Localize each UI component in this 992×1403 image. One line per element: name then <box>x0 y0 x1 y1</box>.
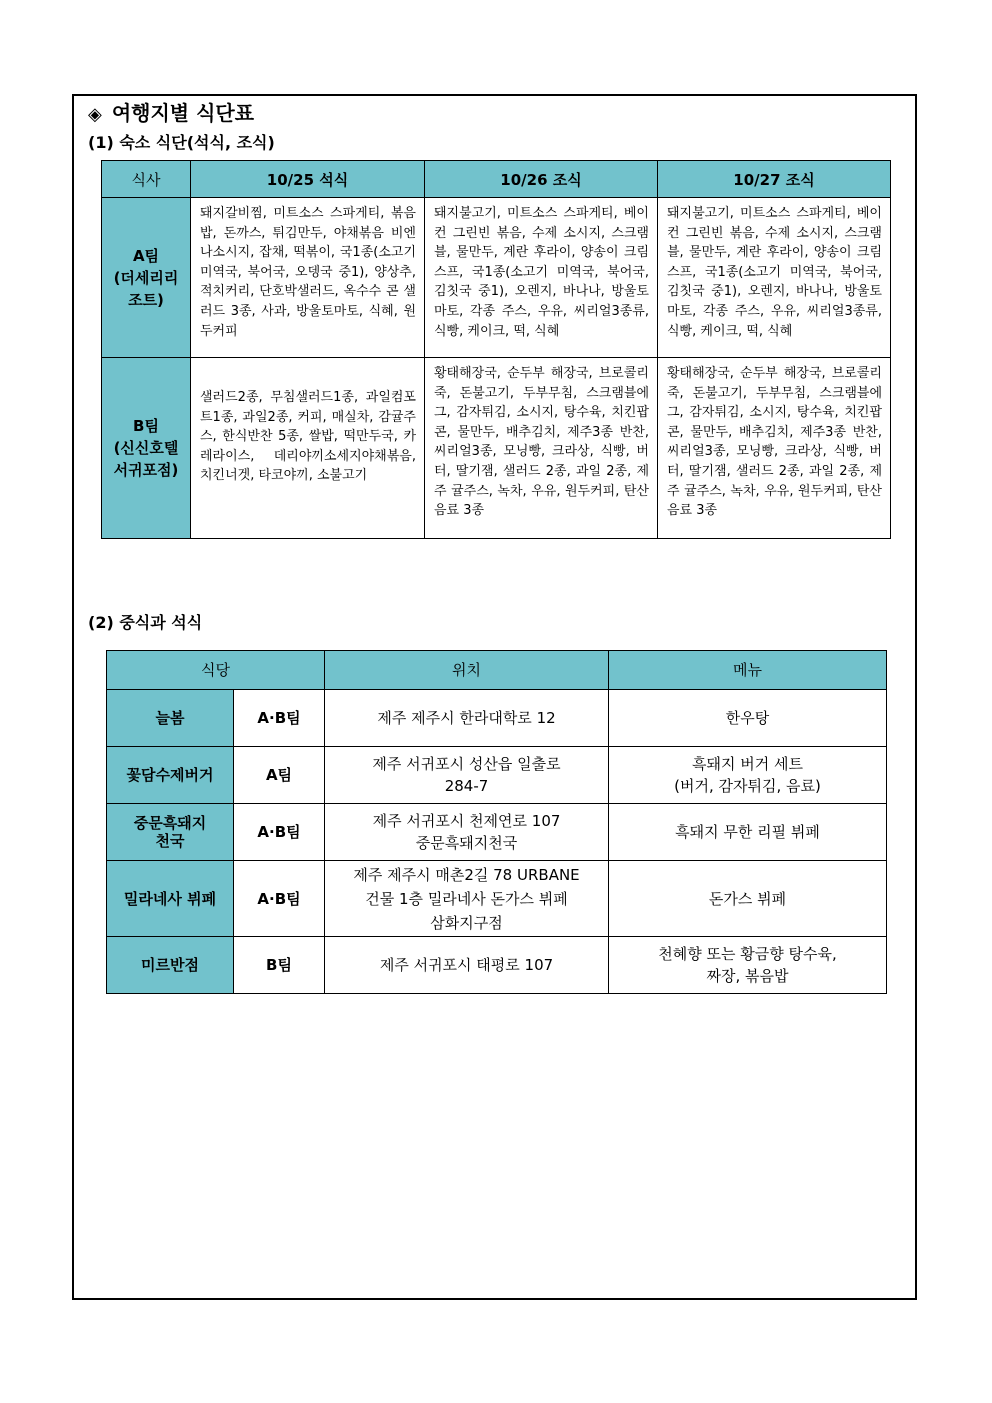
restaurant-location <box>325 690 609 747</box>
restaurant-menu <box>609 861 887 937</box>
table-row <box>102 198 891 358</box>
restaurant-name-line: 중문흑돼지 <box>133 814 207 832</box>
table-row <box>102 358 891 539</box>
restaurant-location <box>325 937 609 994</box>
restaurant-name-line: 밀라네사 뷔페 <box>123 889 217 908</box>
restaurant-name <box>107 937 234 994</box>
header-meal: 식사 <box>102 161 191 198</box>
menu-line: 흑돼지 무한 리필 뷔페 <box>675 823 820 841</box>
restaurant-name-line: 늘봄 <box>155 709 185 727</box>
menu-line: 한우탕 <box>725 709 770 727</box>
team-cell-a <box>102 198 191 358</box>
restaurant-menu <box>609 747 887 804</box>
menu-line: (버거, 감자튀김, 음료) <box>674 777 821 795</box>
header-date-3: 10/27 조식 <box>658 161 891 198</box>
location-line: 제주 서귀포시 천제연로 107 <box>372 812 561 830</box>
header-menu: 메뉴 <box>609 651 887 690</box>
table-row <box>107 861 887 937</box>
header-date-1: 10/25 석식 <box>191 161 425 198</box>
menu-line: 짜장, 볶음밥 <box>706 967 789 985</box>
menu-cell: 돼지불고기, 미트소스 스파게티, 베이컨 그린빈 볶음, 수제 소시지, 스크램블, 물만두, 계란 후라이, 양송이 크림스프, 국1종(소고기 미역국, 북어국, 김칫국 중1), 오렌지, 바나나, 방울토마토, 각종 주스, 우유, 씨리얼3종류, 식빵, 케이크, 떡, 식혜 <box>425 198 658 358</box>
page-title <box>88 97 254 126</box>
location-line: 삼화지구점 <box>430 913 503 932</box>
header-location: 위치 <box>325 651 609 690</box>
section2-heading: (2) 중식과 석식 <box>88 613 203 632</box>
location-line: 중문흑돼지천국 <box>415 834 518 852</box>
restaurant-menu <box>609 690 887 747</box>
location-line: 제주 서귀포시 성산읍 일출로 <box>372 755 561 773</box>
restaurant-name <box>107 804 234 861</box>
table-header-row <box>107 651 887 690</box>
team-name: B팀 <box>133 417 159 435</box>
menu-line: 천혜향 또는 황금향 탕수육, <box>658 945 837 963</box>
diamond-bullet-icon: ◈ <box>88 104 102 125</box>
location-line: 제주 제주시 매촌2길 78 URBANE <box>353 865 580 884</box>
table-row <box>107 937 887 994</box>
restaurant-team: A·B팀 <box>234 690 325 747</box>
location-line: 284-7 <box>444 777 489 795</box>
menu-cell: 황태해장국, 순두부 해장국, 브로콜리죽, 돈불고기, 두부무침, 스크램블에그, 감자튀김, 소시지, 탕수육, 치킨팝콘, 물만두, 배추김치, 제주3종 반찬, 씨리얼3종, 모닝빵, 크라상, 식빵, 버터, 딸기잼, 샐러드 2종, 과일 2종, 제주 귤주스, 녹차, 우유, 원두커피, 탄산음료 3종 <box>658 358 891 539</box>
page-title-text: 여행지별 식단표 <box>111 101 255 125</box>
restaurant-menu <box>609 937 887 994</box>
team-hotel-line: (더세리리 <box>113 268 179 287</box>
restaurant-name-line: 천국 <box>155 832 185 850</box>
team-name: A팀 <box>132 246 160 265</box>
restaurant-team: A·B팀 <box>234 861 325 937</box>
restaurant-name-line: 꽃담수제버거 <box>126 766 214 784</box>
menu-line: 흑돼지 버거 세트 <box>692 755 803 773</box>
restaurant-location <box>325 804 609 861</box>
restaurant-name <box>107 861 234 937</box>
restaurant-location <box>325 861 609 937</box>
location-line: 건물 1층 밀라네사 돈가스 뷔페 <box>365 889 568 908</box>
menu-cell: 돼지불고기, 미트소스 스파게티, 베이컨 그린빈 볶음, 수제 소시지, 스크램블, 물만두, 계란 후라이, 양송이 크림스프, 국1종(소고기 미역국, 북어국, 김칫국 중1), 오렌지, 바나나, 방울토마토, 각종 주스, 우유, 씨리얼3종류, 식빵, 케이크, 떡, 식혜 <box>658 198 891 358</box>
table-row <box>107 690 887 747</box>
accommodation-meal-table <box>101 160 891 539</box>
restaurant-menu <box>609 804 887 861</box>
restaurant-team: A팀 <box>234 747 325 804</box>
restaurant-team: A·B팀 <box>234 804 325 861</box>
table-row <box>107 804 887 861</box>
lunch-dinner-table <box>106 650 887 994</box>
menu-cell: 샐러드2종, 무침샐러드1종, 과일컴포트1종, 과일2종, 커피, 매실차, 감귤주스, 한식반찬 5종, 쌀밥, 떡만두국, 카레라이스, 데리야끼소세지야채볶음, 치킨너겟, 타코야끼, 소불고기 <box>191 358 425 539</box>
menu-cell: 황태해장국, 순두부 해장국, 브로콜리죽, 돈불고기, 두부무침, 스크램블에그, 감자튀김, 소시지, 탕수육, 치킨팝콘, 물만두, 배추김치, 제주3종 반찬, 씨리얼3종, 모닝빵, 크라상, 식빵, 버터, 딸기잼, 샐러드 2종, 과일 2종, 제주 귤주스, 녹차, 우유, 원두커피, 탄산음료 3종 <box>425 358 658 539</box>
team-cell-b <box>102 358 191 539</box>
header-restaurant: 식당 <box>107 651 325 690</box>
header-date-2: 10/26 조식 <box>425 161 658 198</box>
team-hotel-line: 조트) <box>128 290 164 309</box>
menu-line: 돈가스 뷔페 <box>708 889 787 908</box>
team-hotel-line: 서귀포점) <box>113 461 179 479</box>
team-hotel-line: (신신호텔 <box>113 439 179 457</box>
restaurant-team: B팀 <box>234 937 325 994</box>
location-line: 제주 서귀포시 태평로 107 <box>379 956 554 974</box>
restaurant-name <box>107 690 234 747</box>
location-line: 제주 제주시 한라대학로 12 <box>377 709 556 727</box>
restaurant-location <box>325 747 609 804</box>
section1-heading: (1) 숙소 식단(석식, 조식) <box>88 133 275 152</box>
restaurant-name-line: 미르반점 <box>141 956 199 974</box>
restaurant-name <box>107 747 234 804</box>
table-header-row <box>102 161 891 198</box>
table-row <box>107 747 887 804</box>
menu-cell: 돼지갈비찜, 미트소스 스파게티, 볶음밥, 돈까스, 튀김만두, 야채볶음 비엔나소시지, 잡채, 떡볶이, 국1종(소고기 미역국, 북어국, 오뎅국 중1), 양상추, 적치커리, 단호박샐러드, 옥수수 콘 샐러드 3종, 사과, 방울토마토, 식혜, 원두커피 <box>191 198 425 358</box>
